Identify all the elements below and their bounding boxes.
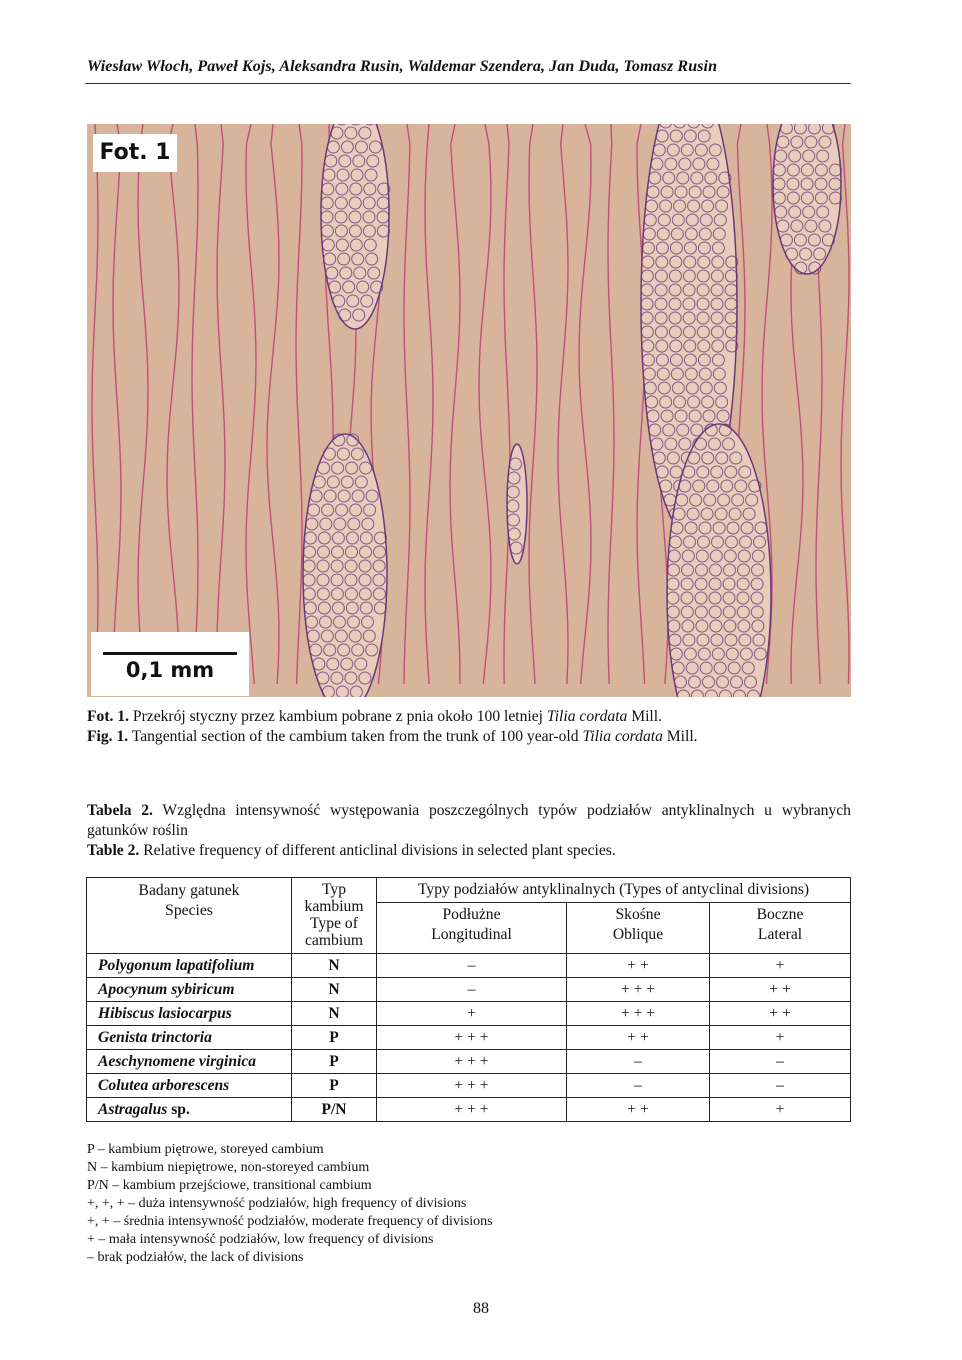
running-head-authors: Wiesław Włoch, Paweł Kojs, Aleksandra Rusin, Waldemar Szendera, Jan Duda, Tomasz Rusin (87, 58, 718, 75)
header-rule (85, 83, 851, 84)
header-cambium-type (292, 878, 377, 954)
figure-caption-pl-species: Tilia cordata (546, 708, 628, 725)
lateral-cell: + (710, 1098, 851, 1122)
header-longitudinal (377, 903, 567, 954)
header-lateral (710, 903, 851, 954)
division-frequency-table (86, 877, 851, 1122)
species-cell (87, 1050, 292, 1074)
scale-bar (103, 652, 237, 655)
species-name: Apocynum sybiricum (98, 981, 235, 998)
header-species-pl: Badany gatunek (138, 882, 240, 899)
page-number: 88 (473, 1300, 489, 1317)
header-oblique-en: Oblique (612, 926, 664, 943)
lateral-cell: + + (710, 978, 851, 1002)
figure-caption-pl-label: Fot. 1. (87, 708, 130, 725)
cambium-type-cell: N (292, 978, 377, 1002)
table-row (87, 1026, 851, 1050)
legend-line: +, +, + – duża intensywność podziałów, high frequency of divisions (87, 1196, 467, 1211)
longitudinal-cell: – (377, 978, 567, 1002)
species-name: Aeschynomene virginica (98, 1053, 257, 1070)
species-name: Astragalus (98, 1101, 168, 1118)
header-species-en: Species (165, 902, 213, 919)
header-lateral-en: Lateral (757, 926, 803, 943)
cambium-type-cell: P (292, 1050, 377, 1074)
lateral-cell: – (710, 1050, 851, 1074)
species-cell (87, 954, 292, 978)
header-longitudinal-pl: Podłużne (442, 906, 501, 923)
oblique-cell: + + (567, 1098, 710, 1122)
longitudinal-cell: + (377, 1002, 567, 1026)
species-name: Hibiscus lasiocarpus (98, 1005, 232, 1022)
table-row (87, 954, 851, 978)
figure-caption-pl-author: Mill. (627, 708, 662, 725)
figure-caption-pl-text: Przekrój styczny przez kambium pobrane z pnia około 100 letniej (129, 708, 547, 725)
table-row (87, 978, 851, 1002)
header-division-types: Typy podziałów antyklinalnych (Types of antyclinal divisions) (377, 878, 851, 903)
table-caption-pl-label: Tabela 2. (87, 802, 153, 819)
longitudinal-cell: + + + (377, 1050, 567, 1074)
header-species (87, 878, 292, 954)
figure-caption-pl (87, 707, 851, 727)
cambium-type-cell: P (292, 1026, 377, 1050)
species-cell (87, 1026, 292, 1050)
species-name: Colutea arborescens (98, 1077, 230, 1094)
header-lateral-pl: Boczne (756, 906, 804, 923)
header-longitudinal-en: Longitudinal (431, 926, 512, 943)
cambium-type-cell: P/N (292, 1098, 377, 1122)
table-row (87, 1074, 851, 1098)
species-name: Genista trinctoria (98, 1029, 212, 1046)
header-oblique-pl: Skośne (615, 906, 661, 923)
oblique-cell: – (567, 1050, 710, 1074)
figure-caption-en (87, 727, 851, 747)
species-cell (87, 1074, 292, 1098)
longitudinal-cell: + + + (377, 1098, 567, 1122)
longitudinal-cell: + + + (377, 1074, 567, 1098)
table-caption-en (87, 841, 851, 861)
lateral-cell: + (710, 1026, 851, 1050)
longitudinal-cell: – (377, 954, 567, 978)
legend-line: P/N – kambium przejściowe, transitional cambium (87, 1178, 372, 1193)
micrograph-image (87, 124, 851, 697)
species-name: Polygonum lapatifolium (98, 957, 255, 974)
oblique-cell: + + (567, 1026, 710, 1050)
header-type-en: Type of cambium (304, 915, 364, 949)
legend-line: P – kambium piętrowe, storeyed cambium (87, 1142, 324, 1157)
legend-line: +, + – średnia intensywność podziałów, moderate frequency of divisions (87, 1214, 493, 1229)
table-row (87, 1002, 851, 1026)
header-type-pl: Typ kambium (304, 881, 364, 915)
lateral-cell: – (710, 1074, 851, 1098)
table-caption-pl-text: Względna intensywność występowania poszczególnych typów podziałów antyklinalnych u wybranych gatunków roślin (87, 802, 851, 839)
species-cell (87, 1002, 292, 1026)
species-cell (87, 978, 292, 1002)
table-row (87, 1050, 851, 1074)
oblique-cell: + + + (567, 1002, 710, 1026)
table-legend (87, 1141, 851, 1267)
figure-caption-en-species: Tilia cordata (582, 728, 663, 745)
figure-caption-en-text: Tangential section of the cambium taken from the trunk of 100 year-old (128, 728, 583, 745)
table-caption-pl (87, 801, 851, 841)
oblique-cell: + + (567, 954, 710, 978)
micrograph-figure (87, 124, 851, 697)
cambium-type-cell: N (292, 1002, 377, 1026)
oblique-cell: – (567, 1074, 710, 1098)
table-caption-en-text: Relative frequency of different anticlinal divisions in selected plant species. (139, 842, 616, 859)
cambium-type-cell: N (292, 954, 377, 978)
legend-line: N – kambium niepiętrowe, non-storeyed cambium (87, 1160, 370, 1175)
figure-caption-en-label: Fig. 1. (87, 728, 129, 745)
scale-bar-label: 0,1 mm (125, 658, 215, 682)
lateral-cell: + + (710, 1002, 851, 1026)
species-cell (87, 1098, 292, 1122)
scale-bar-box (91, 632, 249, 696)
table-caption-en-label: Table 2. (87, 842, 140, 859)
longitudinal-cell: + + + (377, 1026, 567, 1050)
figure-caption-en-author: Mill. (662, 728, 698, 745)
lateral-cell: + (710, 954, 851, 978)
oblique-cell: + + + (567, 978, 710, 1002)
species-suffix: sp. (167, 1101, 190, 1118)
header-oblique (567, 903, 710, 954)
legend-line: – brak podziałów, the lack of divisions (87, 1250, 304, 1265)
legend-line: + – mała intensywność podziałów, low frequency of divisions (87, 1232, 434, 1247)
figure-label: Fot. 1 (93, 134, 177, 172)
cambium-type-cell: P (292, 1074, 377, 1098)
table-row (87, 1098, 851, 1122)
